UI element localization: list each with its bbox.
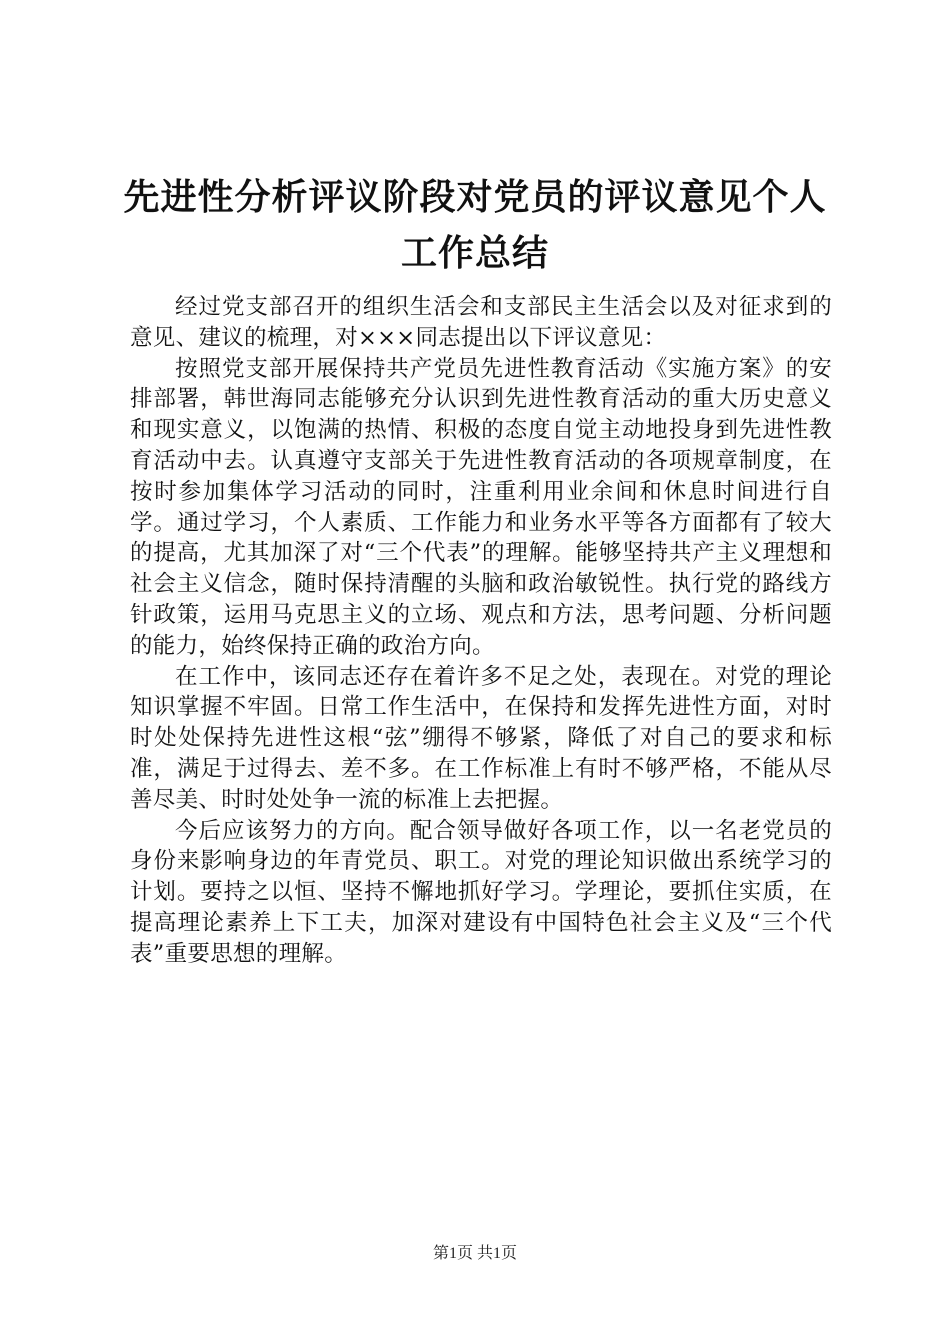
page-number-footer: 第1页 共1页 [432, 1245, 517, 1262]
paragraph-performance: 按照党支部开展保持共产党员先进性教育活动《实施方案》的安排部署，韩世海同志能够充分认识到先进性教育活动的重大历史意义和现实意义，以饱满的热情、积极的态度自觉主动地投身到先进性教育活动中去。认真遵守支部关于先进性教育活动的各项规章制度，在按时参加集体学习活动的同时，注重利用业余间和休息时间进行自学。通过学习，个人素质、工作能力和业务水平等各方面都有了较大的提高，尤其加深了对“三个代表”的理解。能够坚持共产主义理想和社会主义信念，随时保持清醒的头脑和政治敏锐性。执行党的路线方针政策，运用马克思主义的立场、观点和方法，思考问题、分析问题的能力，始终保持正确的政治方向。 [130, 355, 832, 659]
paragraph-future-direction: 今后应该努力的方向。配合领导做好各项工作，以一名老党员的身份来影响身边的年青党员、职工。对党的理论知识做出系统学习的计划。要持之以恒、坚持不懈地抓好学习。学理论，要抓住实质，在提高理论素养上下工夫，加深对建设有中国特色社会主义及“三个代表”重要思想的理解。 [130, 817, 832, 967]
paragraph-intro: 经过党支部召开的组织生活会和支部民主生活会以及对征求到的意见、建议的梳理，对×××同志提出以下评议意见： [130, 294, 832, 351]
document-title: 先进性分析评议阶段对党员的评议意见个人工作总结 [123, 177, 827, 274]
paragraph-shortcomings: 在工作中，该同志还存在着许多不足之处，表现在。对党的理论知识掌握不牢固。日常工作生活中，在保持和发挥先进性方面，对时时处处保持先进性这根“弦”绷得不够紧，降低了对自己的要求和标准，满足于过得去、差不多。在工作标准上有时不够严格，不能从尽善尽美、时时处处争一流的标准上去把握。 [130, 663, 832, 813]
document-body [130, 292, 832, 970]
